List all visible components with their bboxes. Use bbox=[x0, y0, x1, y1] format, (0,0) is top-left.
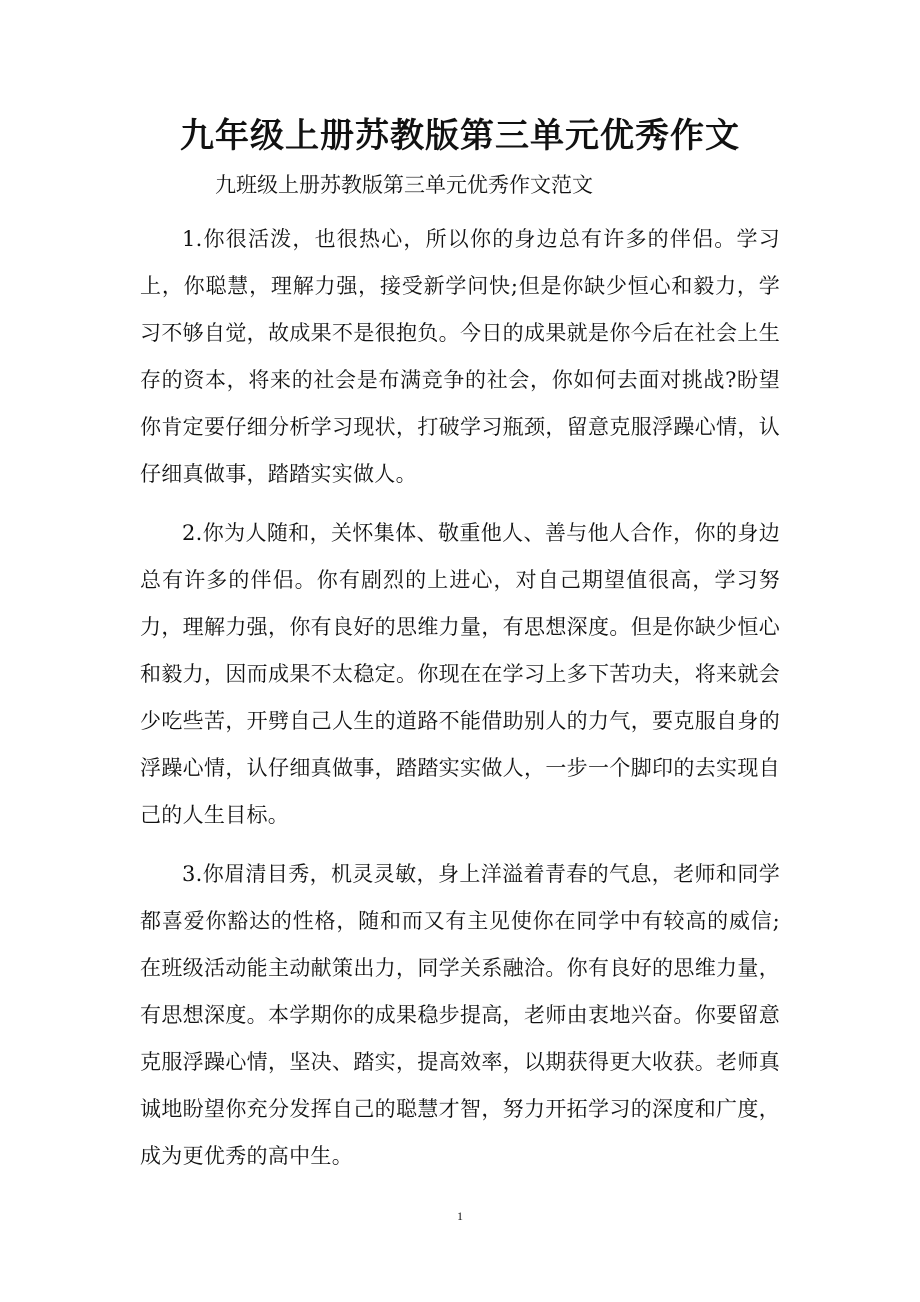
document-body bbox=[140, 216, 780, 1192]
document-subtitle: 九班级上册苏教版第三单元优秀作文范文 bbox=[215, 173, 593, 197]
paragraph-3: 3.你眉清目秀，机灵灵敏，身上洋溢着青春的气息，老师和同学都喜爱你豁达的性格，随和而又有主见使你在同学中有较高的威信;在班级活动能主动献策出力，同学关系融洽。你有良好的思维力量，有思想深度。本学期你的成果稳步提高，老师由衷地兴奋。你要留意克服浮躁心情，坚决、踏实，提高效率，以期获得更大收获。老师真诚地盼望你充分发挥自己的聪慧才智，努力开拓学习的深度和广度，成为更优秀的高中生。 bbox=[140, 862, 780, 1168]
paragraph-2: 2.你为人随和，关怀集体、敬重他人、善与他人合作，你的身边总有许多的伴侣。你有剧烈的上进心，对自己期望值很高，学习努力，理解力强，你有良好的思维力量，有思想深度。但是你缺少恒心和毅力，因而成果不太稳定。你现在在学习上多下苦功夫，将来就会少吃些苦，开劈自己人生的道路不能借助别人的力气，要克服自身的浮躁心情，认仔细真做事，踏踏实实做人，一步一个脚印的去实现自己的人生目标。 bbox=[140, 521, 780, 827]
page-number: 1 bbox=[457, 1209, 463, 1223]
paragraph-1: 1.你很活泼，也很热心，所以你的身边总有许多的伴侣。学习上，你聪慧，理解力强，接受新学问快;但是你缺少恒心和毅力，学习不够自觉，故成果不是很抱负。今日的成果就是你今后在社会上生存的资本，将来的社会是布满竞争的社会，你如何去面对挑战?盼望你肯定要仔细分析学习现状，打破学习瓶颈，留意克服浮躁心情，认仔细真做事，踏踏实实做人。 bbox=[140, 227, 780, 486]
document-title: 九年级上册苏教版第三单元优秀作文 bbox=[180, 116, 740, 156]
